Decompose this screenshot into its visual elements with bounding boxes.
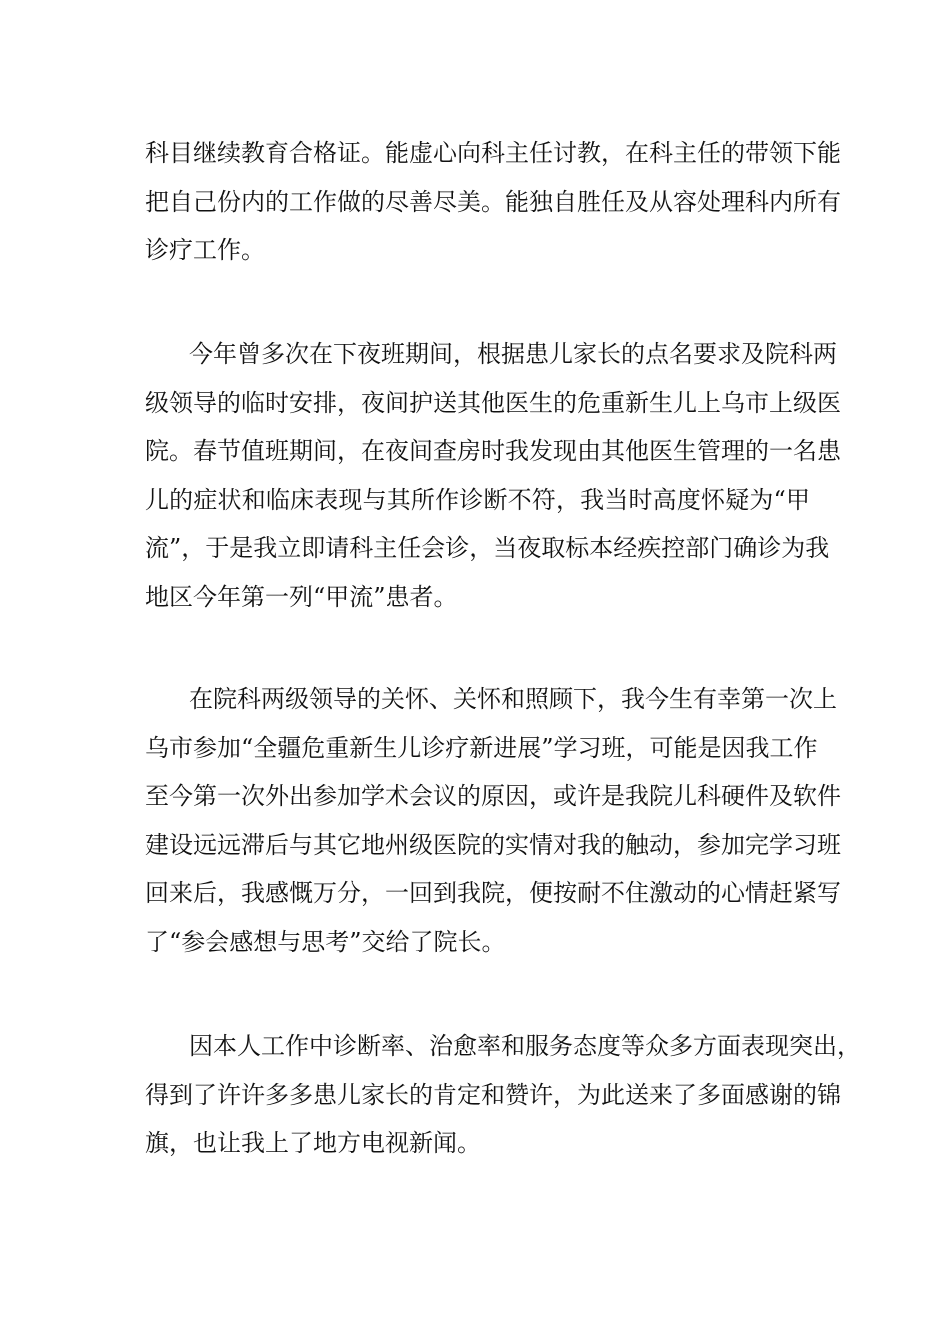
text-line: 把自己份内的工作做的尽善尽美。能独自胜任及从容处理科内所有 bbox=[145, 187, 841, 216]
text-line: 乌市参加“全疆危重新生儿诊疗新进展”学习班，可能是因我工作 bbox=[145, 733, 818, 762]
text-line: 在院科两级领导的关怀、关怀和照顾下，我今生有幸第一次上 bbox=[189, 685, 837, 713]
paragraph-4 bbox=[145, 1022, 861, 1168]
text-line: 流”，于是我立即请科主任会诊，当夜取标本经疾控部门确诊为我 bbox=[145, 534, 830, 562]
paragraph-3 bbox=[145, 675, 841, 966]
text-line: 至今第一次外出参加学术会议的原因，或许是我院儿科硬件及软件 bbox=[145, 782, 841, 810]
text-line: 了“参会感想与思考”交给了院长。 bbox=[145, 927, 506, 956]
text-line: 院。春节值班期间，在夜间查房时我发现由其他医生管理的一名患 bbox=[145, 437, 841, 465]
text-line: 建设远远滞后与其它地州级医院的实情对我的触动，参加完学习班 bbox=[145, 830, 841, 859]
paragraph-1 bbox=[145, 129, 841, 275]
text-line: 级领导的临时安排，夜间护送其他医生的危重新生儿上乌市上级医 bbox=[145, 388, 841, 417]
text-line: 回来后，我感慨万分，一回到我院，便按耐不住激动的心情赶紧写 bbox=[145, 879, 841, 907]
text-line: 儿的症状和临床表现与其所作诊断不符，我当时高度怀疑为“甲 bbox=[145, 485, 810, 514]
text-line: 今年曾多次在下夜班期间，根据患儿家长的点名要求及院科两 bbox=[189, 340, 837, 368]
paragraph-2 bbox=[145, 330, 841, 621]
text-line: 因本人工作中诊断率、治愈率和服务态度等众多方面表现突出， bbox=[189, 1032, 861, 1060]
text-line: 诊疗工作。 bbox=[145, 236, 265, 264]
text-line: 科目继续教育合格证。能虚心向科主任讨教，在科主任的带领下能 bbox=[145, 139, 841, 167]
text-line: 地区今年第一列“甲流”患者。 bbox=[145, 582, 458, 611]
text-line: 旗，也让我上了地方电视新闻。 bbox=[145, 1129, 481, 1157]
text-line: 得到了许许多多患儿家长的肯定和赞许，为此送来了多面感谢的锦 bbox=[145, 1080, 841, 1109]
